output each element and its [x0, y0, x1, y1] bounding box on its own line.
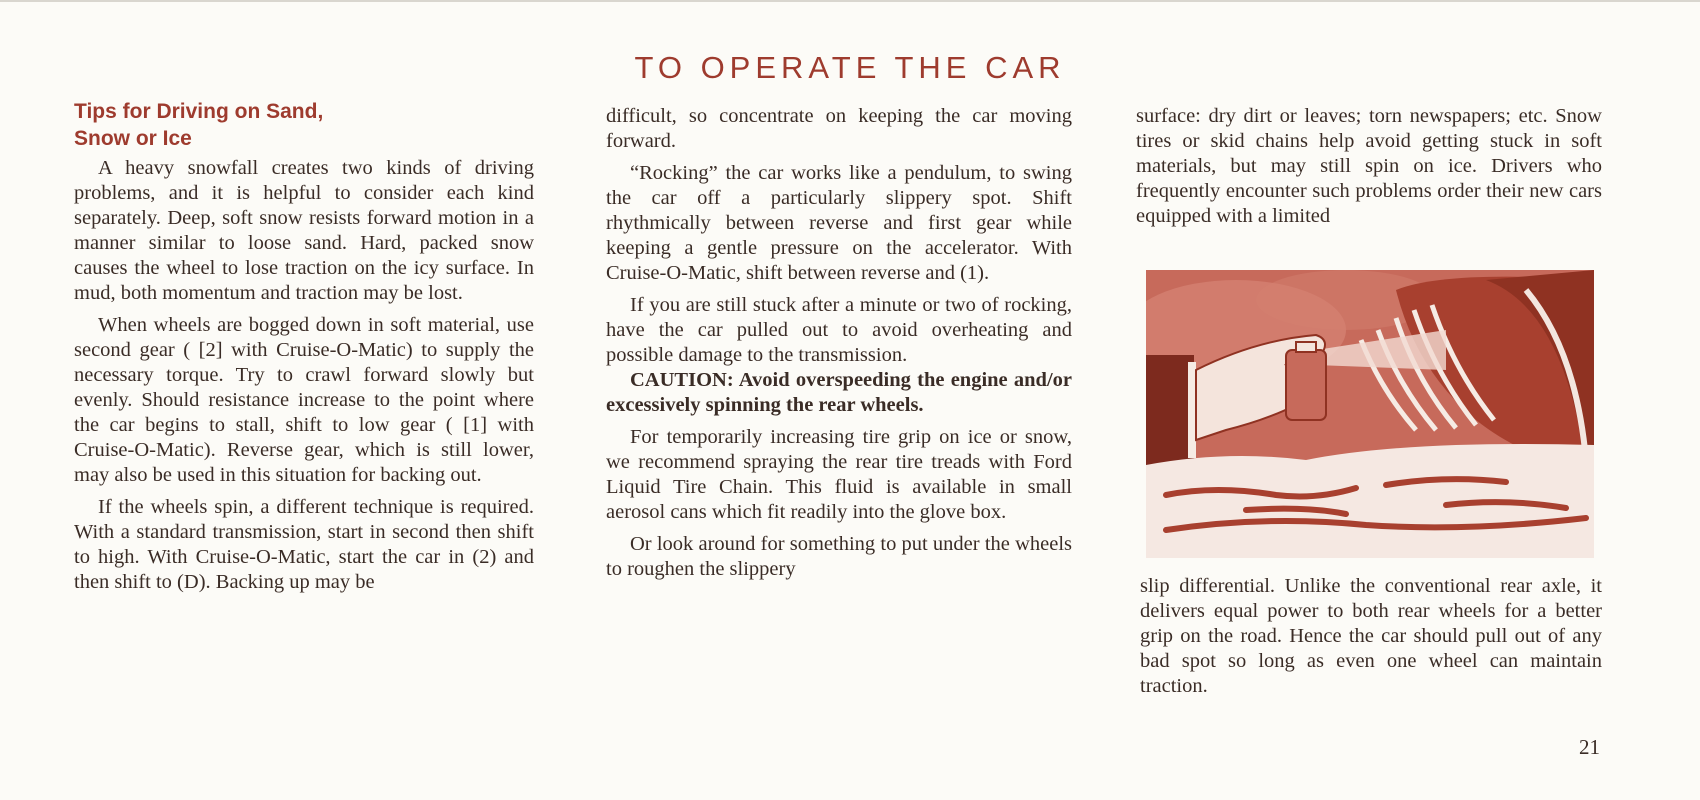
paragraph: If the wheels spin, a different technique is required. With a standard transmission, start in second then shift to high. With Cruise-O-Matic, start the car in (2) and then shift to (D). Backing up may be	[74, 496, 534, 593]
page-number: 21	[1579, 735, 1600, 759]
paragraph: A heavy snowfall creates two kinds of driving problems, and it is helpful to consider each kind separately. Deep, soft snow resists forward motion in a manner similar to loose sand. Hard, packed snow causes the wheel to lose traction on the icy surface. In mud, both momentum and traction may be lost.	[74, 157, 534, 304]
caution-note: CAUTION: Avoid overspeeding the engine and/or excessively spinning the rear wheels.	[606, 369, 1072, 416]
section-heading	[74, 98, 534, 152]
column-1	[74, 98, 534, 602]
section-heading-line-1: Tips for Driving on Sand,	[74, 100, 324, 123]
paragraph: For temporarily increasing tire grip on ice or snow, we recommend spraying the rear tire treads with Ford Liquid Tire Chain. This fluid is available in small aerosol cans which fit readily into the glove box.	[606, 426, 1072, 523]
paragraph: surface: dry dirt or leaves; torn newspapers; etc. Snow tires or skid chains help avoid getting stuck in soft materials, but may still spin on ice. Drivers who frequently encounter such problems order their new cars equipped with a limited	[1136, 105, 1602, 227]
paragraph: difficult, so concentrate on keeping the car moving forward.	[606, 105, 1072, 152]
tire-spray-illustration	[1146, 270, 1594, 558]
column-3	[1136, 104, 1602, 236]
paragraph: If you are still stuck after a minute or two of rocking, have the car pulled out to avoid overheating and possible damage to the transmission.	[606, 294, 1072, 366]
paragraph: Or look around for something to put under the wheels to roughen the slippery	[606, 533, 1072, 580]
column-3-continued	[1140, 574, 1602, 706]
paragraph: slip differential. Unlike the conventional rear axle, it delivers equal power to both rear wheels for a better grip on the road. Hence the car should pull out of any bad spot so long as even one wheel can maintain traction.	[1140, 575, 1602, 697]
paragraph: When wheels are bogged down in soft material, use second gear ( [2] with Cruise-O-Matic) to supply the necessary torque. Try to crawl forward slowly but evenly. Should resistance increase to the point where the car begins to stall, shift to low gear ( [1] with Cruise-O-Matic). Reverse gear, which is still lower, may also be used in this situation for backing out.	[74, 314, 534, 486]
paragraph: “Rocking” the car works like a pendulum, to swing the car off a particularly slippery spot. Shift rhythmically between reverse and first gear while keeping a gentle pressure on the accelerator. With Cruise-O-Matic, shift between reverse and (1).	[606, 162, 1072, 284]
column-2	[606, 104, 1072, 589]
page-title: TO OPERATE THE CAR	[634, 50, 1066, 85]
section-heading-line-2: Snow or Ice	[74, 127, 192, 150]
